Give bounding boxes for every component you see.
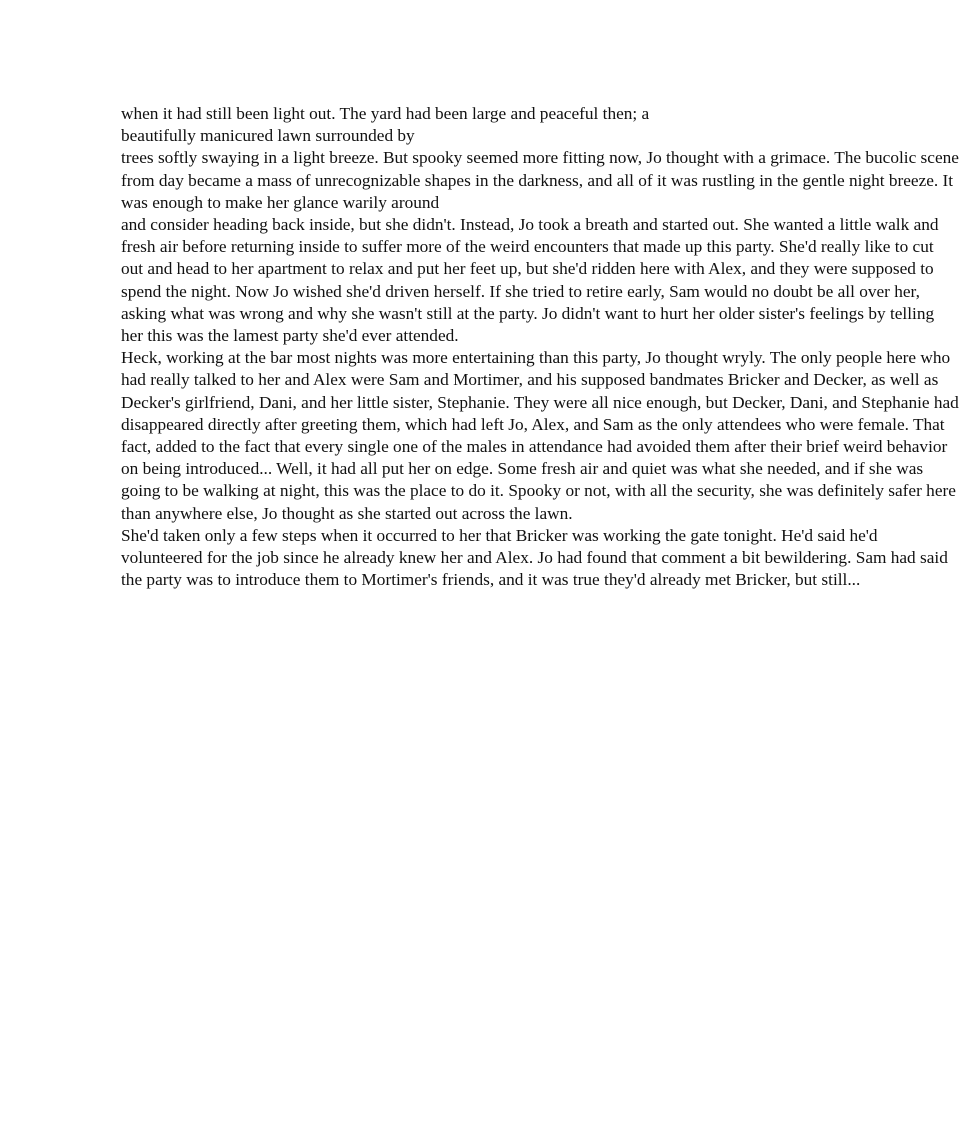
text-line: the party was to introduce them to Mortimer's friends, and it was true they'd already met Bricker, but still... xyxy=(121,570,861,590)
text-line: She'd taken only a few steps when it occurred to her that Bricker was working the gate tonight. He'd said he'd xyxy=(121,525,878,545)
text-line: than anywhere else, Jo thought as she started out across the lawn. xyxy=(121,503,573,523)
text-line: fresh air before returning inside to suffer more of the weird encounters that made up this party. She'd really like to cut xyxy=(121,237,934,257)
text-line: Decker's girlfriend, Dani, and her little sister, Stephanie. They were all nice enough, but Decker, Dani, and Stephanie had xyxy=(121,392,959,412)
text-line: fact, added to the fact that every single one of the males in attendance had avoided them after their brief weird behavior xyxy=(121,437,948,457)
text-line: Heck, working at the bar most nights was more entertaining than this party, Jo thought wryly. The only people here who xyxy=(121,348,951,368)
text-line: from day became a mass of unrecognizable shapes in the darkness, and all of it was rustling in the gentle night breeze. It xyxy=(121,170,954,190)
text-line: when it had still been light out. The yard had been large and peaceful then; a xyxy=(121,104,650,123)
text-line: spend the night. Now Jo wished she'd driven herself. If she tried to retire early, Sam would no doubt be all over her, xyxy=(121,281,920,301)
text-line: trees softly swaying in a light breeze. But spooky seemed more fitting now, Jo thought with a grimace. The bucolic scene xyxy=(121,148,959,168)
text-line: was enough to make her glance warily around xyxy=(121,192,440,212)
text-line: asking what was wrong and why she wasn't still at the party. Jo didn't want to hurt her older sister's feelings by telling xyxy=(121,303,935,323)
text-line: out and head to her apartment to relax and put her feet up, but she'd ridden here with Alex, and they were supposed to xyxy=(121,259,934,279)
text-line: her this was the lamest party she'd ever attended. xyxy=(121,326,459,346)
text-line: disappeared directly after greeting them, which had left Jo, Alex, and Sam as the only attendees who were female. That xyxy=(121,414,945,434)
text-line: beautifully manicured lawn surrounded by xyxy=(121,126,415,146)
text-line: volunteered for the job since he already knew her and Alex. Jo had found that comment a bit bewildering. Sam had said xyxy=(121,548,948,568)
text-line: on being introduced... Well, it had all put her on edge. Some fresh air and quiet was what she needed, and if she was xyxy=(121,459,924,479)
text-line: going to be walking at night, this was the place to do it. Spooky or not, with all the security, she was definitely safer here xyxy=(121,481,956,501)
body-text xyxy=(121,103,959,591)
text-line: had really talked to her and Alex were Sam and Mortimer, and his supposed bandmates Bricker and Decker, as well as xyxy=(121,370,939,390)
text-line: and consider heading back inside, but she didn't. Instead, Jo took a breath and started out. She wanted a little walk and xyxy=(121,215,939,235)
